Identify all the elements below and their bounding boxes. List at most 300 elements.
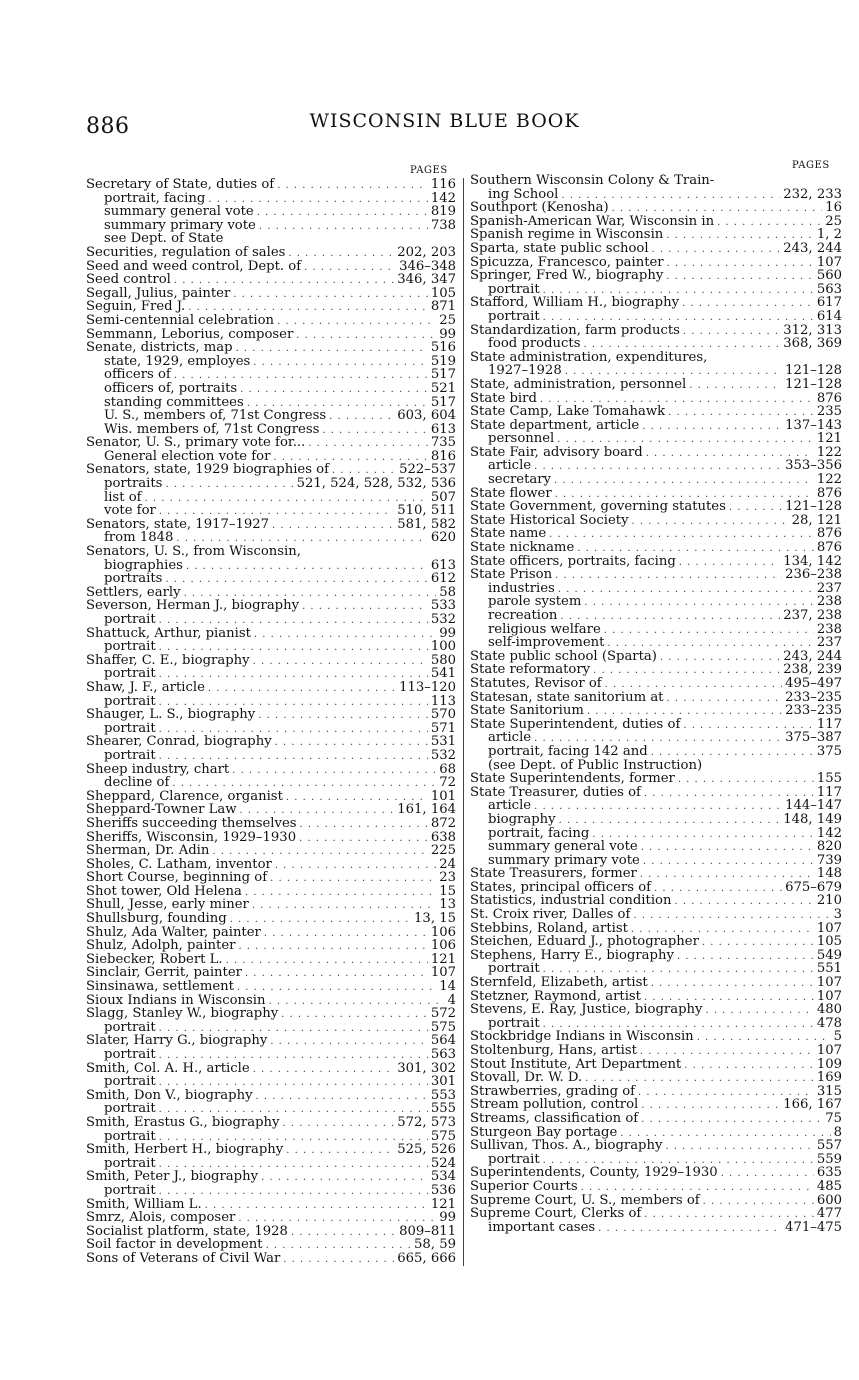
index-entry-text: St. Croix river, Dalles of [470, 907, 631, 923]
index-entry-pages: 570 [430, 707, 456, 723]
index-entry-text: Stevens, E. Ray, Justice, biography [470, 1002, 703, 1018]
index-entry-pages: 819 [430, 204, 456, 220]
dot-leader [667, 692, 783, 706]
index-entry-text: Sullivan, Thos. A., biography [470, 1138, 663, 1154]
index-entry-pages: 563 [430, 1047, 456, 1062]
index-entry-pages: 580 [430, 652, 456, 668]
index-entry-text: State reformatory [470, 662, 591, 678]
index-entry-text: U. S., members of, 71st Congress [104, 408, 327, 424]
index-entry [470, 1180, 842, 1194]
dot-leader [679, 556, 781, 570]
index-entry-text: Shulz, Ada Walter, painter [86, 924, 261, 940]
index-entry [470, 650, 842, 664]
index-entry-pages: 346, 347 [397, 272, 456, 288]
index-entry-pages: 301 [430, 1074, 456, 1090]
index-entry [86, 1089, 456, 1103]
index-entry-pages: 121–128 [785, 376, 842, 392]
index-entry-pages: 614 [816, 308, 842, 324]
index-entry-pages: 243, 244 [783, 240, 842, 256]
index-entry [470, 337, 842, 351]
index-entry-text: officers of [104, 367, 171, 383]
dot-leader [598, 1222, 782, 1236]
index-entry-text: Shulz, Adolph, painter [86, 938, 236, 954]
index-entry-pages: 876 [816, 526, 842, 542]
index-entry-pages: 225 [430, 843, 456, 859]
index-entry [470, 949, 842, 963]
dot-leader [208, 682, 396, 696]
index-entry-text: Smith, William L. [86, 1196, 202, 1212]
index-entry [470, 1166, 842, 1180]
index-entry-text: General election vote for [104, 448, 271, 464]
index-entry-pages: 122 [816, 444, 842, 460]
dot-leader [238, 940, 427, 954]
index-entry-text: Smith, Don V., biography [86, 1087, 253, 1103]
index-entry-text: Spanish-American War, Wisconsin in [470, 213, 715, 229]
dot-leader [259, 220, 428, 234]
index-column-left [86, 178, 456, 1266]
dot-leader [654, 882, 782, 896]
index-entry-pages: 238 [816, 621, 842, 637]
index-entry-text: State Sanitorium [470, 703, 584, 719]
index-entry-pages: 521, 524, 528, 532, 536 [296, 476, 456, 492]
index-entry-text: State Government, governing statutes [470, 499, 726, 515]
index-entry-pages: 121–128 [785, 499, 842, 515]
index-entry [86, 1170, 456, 1184]
index-entry-text: Wis. members of, 71st Congress [104, 421, 320, 437]
index-entry [470, 1098, 842, 1112]
index-entry-text: Secretary of State, duties of [86, 177, 275, 192]
dot-leader [256, 1090, 428, 1104]
index-entry-pages: 142 [816, 825, 842, 841]
dot-leader [232, 764, 436, 778]
index-entry [86, 953, 456, 967]
index-entry [86, 518, 456, 532]
dot-leader [633, 909, 830, 923]
index-entry-text: see Dept. of State [104, 231, 224, 247]
index-entry-pages: 8 [833, 1124, 842, 1140]
index-entry-pages: 532 [430, 612, 456, 627]
index-entry-text: portrait [104, 720, 156, 736]
index-entry [470, 636, 842, 650]
index-entry-pages: 148, 149 [783, 811, 842, 827]
index-entry [86, 858, 456, 872]
index-entry [470, 242, 842, 256]
index-entry [470, 1207, 842, 1221]
index-entry-text: Socialist platform, state, 1928 [86, 1223, 288, 1239]
index-entry [86, 1007, 456, 1021]
index-entry [470, 935, 842, 949]
dot-leader [253, 655, 428, 669]
index-entry [470, 1194, 842, 1208]
index-entry [470, 827, 842, 841]
index-entry-text: Smrz, Alois, composer [86, 1210, 236, 1226]
index-entry [470, 922, 842, 936]
index-entry [86, 749, 456, 763]
dot-leader [145, 492, 428, 506]
index-entry [470, 691, 842, 705]
index-entry-pages: 121 [430, 951, 456, 967]
index-entry-pages: 531 [430, 734, 456, 750]
dot-leader [555, 569, 782, 583]
index-entry-pages: 106 [430, 938, 456, 954]
page-title: WISCONSIN BLUE BOOK [309, 110, 580, 132]
index-entry-text: Shull, Jesse, early miner [86, 897, 249, 913]
index-entry-text: portrait [104, 1155, 156, 1171]
index-entry-text: industries [488, 580, 555, 596]
index-entry-text: Senators, state, 1929 biographies of [86, 462, 330, 478]
dot-leader [264, 927, 428, 941]
index-entry [470, 704, 842, 718]
index-entry-pages: 232, 233 [783, 186, 842, 202]
index-entry [470, 568, 842, 582]
index-entry-pages: 237 [816, 635, 842, 651]
index-entry [86, 1157, 456, 1171]
index-entry-text: portrait [104, 1047, 156, 1062]
index-entry [470, 1139, 842, 1153]
index-entry-pages: 522–537 [399, 462, 456, 478]
index-entry-pages: 243, 244 [783, 648, 842, 664]
index-entry-pages: 107 [816, 254, 842, 270]
index-entry-text: State Superintendents, former [470, 771, 675, 787]
index-entry [470, 990, 842, 1004]
index-entry [86, 246, 456, 260]
index-entry-pages: 517 [430, 367, 456, 383]
index-entry [86, 1075, 456, 1089]
dot-leader [534, 800, 782, 814]
index-entry-text: Shaffer, C. E., biography [86, 652, 250, 668]
dot-leader [252, 899, 436, 913]
index-entry-pages: 134, 142 [783, 553, 842, 569]
dot-leader [283, 1253, 394, 1267]
index-entry-pages: 551 [816, 961, 842, 977]
index-entry [86, 994, 456, 1008]
index-entry-text: Sturgeon Bay portage [470, 1124, 618, 1140]
index-entry-text: Sternfeld, Elizabeth, artist [470, 975, 648, 991]
index-entry-text: Soil factor in development [86, 1237, 263, 1253]
dot-leader [261, 1171, 428, 1185]
index-entry-pages: 521 [430, 380, 456, 396]
index-entry-text: summary primary vote [104, 217, 256, 233]
index-entry [86, 436, 456, 450]
index-entry [86, 1252, 456, 1266]
index-entry-pages: 75 [825, 1110, 842, 1126]
index-entry-pages: 116 [430, 177, 456, 192]
index-entry-pages: 25 [439, 312, 456, 328]
index-entry-pages: 557 [816, 1138, 842, 1154]
index-entry [470, 813, 842, 827]
dot-leader [245, 967, 428, 981]
index-entry-text: summary general vote [488, 839, 638, 855]
index-entry-pages: 210 [816, 893, 842, 909]
dot-leader [717, 216, 822, 230]
index-entry-text: portrait [104, 1182, 156, 1198]
index-entry [470, 1003, 842, 1017]
index-entry-pages: 148 [816, 866, 842, 882]
index-entry-text: Semmann, Leborius, composer [86, 326, 294, 342]
index-entry-text: Sinsinawa, settlement [86, 979, 234, 995]
dot-leader [641, 1113, 822, 1127]
dot-leader [275, 736, 428, 750]
dot-leader [549, 528, 814, 542]
dot-leader [559, 814, 781, 828]
index-entry [86, 260, 456, 274]
index-entry-pages: 301, 302 [397, 1060, 456, 1076]
index-entry-text: personnel [488, 431, 555, 447]
index-entry-text: Siebecker, Robert L. [86, 951, 223, 967]
index-entry-pages: 58 [439, 584, 456, 600]
index-entry [86, 477, 456, 491]
index-entry [86, 1225, 456, 1239]
index-entry-pages: 471–475 [785, 1219, 842, 1235]
index-entry [86, 273, 456, 287]
index-entry-pages: 99 [439, 1210, 456, 1226]
dot-leader [291, 1226, 396, 1240]
index-entry-text: Settlers, early [86, 584, 181, 600]
index-entry-text: Strawberries, grading of [470, 1083, 636, 1099]
index-entry-text: decline of [104, 775, 170, 791]
index-entry-pages: 109 [816, 1056, 842, 1072]
index-entry [86, 382, 456, 396]
index-entry [86, 586, 456, 600]
index-entry-text: State Superintendent, duties of [470, 716, 681, 732]
index-entry [470, 582, 842, 596]
index-entry [470, 514, 842, 528]
index-entry-pages: 237 [816, 580, 842, 596]
index-entry [470, 527, 842, 541]
index-entry [470, 840, 842, 854]
index-entry-pages: 4 [447, 992, 456, 1008]
index-entry-text: Spicuzza, Francesco, painter [470, 254, 664, 270]
index-entry [86, 790, 456, 804]
index-entry [470, 188, 842, 202]
index-entry [86, 219, 456, 233]
index-entry [86, 355, 456, 369]
dot-leader [270, 1035, 428, 1049]
index-entry-text: Shaw, J. F., article [86, 679, 205, 695]
index-entry-text: Shot tower, Old Helena [86, 883, 242, 899]
dot-leader [660, 651, 780, 665]
index-entry-pages: 739 [816, 852, 842, 868]
dot-leader [281, 1008, 428, 1022]
index-entry-text: Steichen, Eduard J., photographer [470, 934, 699, 950]
dot-leader [165, 573, 427, 587]
index-entry [86, 1211, 456, 1225]
dot-leader [272, 519, 394, 533]
index-entry [470, 731, 842, 745]
dot-leader [288, 247, 394, 261]
index-entry [86, 627, 456, 641]
index-entry [86, 1102, 456, 1116]
index-entry-pages: 559 [816, 1151, 842, 1167]
dot-leader [534, 460, 782, 474]
index-entry-pages: 478 [816, 1015, 842, 1031]
index-entry-text: portrait [488, 1151, 540, 1167]
dot-leader [270, 872, 436, 886]
index-entry-pages: 735 [430, 435, 456, 451]
index-entry-text: Smith, Herbert H., biography [86, 1142, 284, 1158]
index-entry-pages: 238 [816, 594, 842, 610]
index-entry-pages: 575 [430, 1019, 456, 1035]
dot-leader [236, 342, 428, 356]
index-entry [86, 1184, 456, 1198]
index-entry-pages: 612 [430, 571, 456, 587]
index-entry [86, 1130, 456, 1144]
index-entry-pages: 564 [430, 1033, 456, 1049]
index-entry-pages: 13, 15 [414, 911, 456, 927]
dot-leader [641, 841, 814, 855]
index-entry [86, 192, 456, 206]
index-entry-text: portrait [104, 1101, 156, 1117]
index-entry [86, 1048, 456, 1062]
index-entry-text: State officers, portraits, facing [470, 553, 676, 569]
dot-leader [678, 773, 814, 787]
index-entry-text: state, 1929, employes [104, 353, 251, 369]
index-entry [470, 867, 842, 881]
index-entry [470, 786, 842, 800]
index-entry [86, 287, 456, 301]
index-entry-text: Superior Courts [470, 1178, 578, 1194]
index-entry [470, 487, 842, 501]
index-entry [470, 296, 842, 310]
dot-leader [296, 329, 436, 343]
index-entry-text: Stoltenburg, Hans, artist [470, 1043, 637, 1058]
dot-leader [666, 270, 814, 284]
index-entry-text: State Fair, advisory board [470, 444, 643, 460]
index-entry-pages: 122 [816, 472, 842, 488]
index-entry [86, 898, 456, 912]
dot-leader [237, 981, 436, 995]
index-entry-text: State Prison [470, 567, 553, 583]
index-column-right [470, 174, 842, 1234]
index-entry-pages: 572 [430, 1006, 456, 1022]
index-entry-pages: 107 [816, 975, 842, 991]
dot-leader [721, 1167, 814, 1181]
index-entry-pages: 507 [430, 489, 456, 505]
index-entry-text: portrait [488, 1015, 540, 1031]
dot-leader [257, 206, 428, 220]
index-entry [86, 912, 456, 926]
index-entry-pages: 516 [430, 340, 456, 356]
dot-leader [300, 818, 428, 832]
index-entry [470, 1221, 842, 1235]
index-entry [470, 473, 842, 487]
index-entry-text: State Treasurer, duties of [470, 784, 641, 800]
index-entry-text: Sinclair, Gerrit, painter [86, 965, 242, 981]
page-number: 886 [86, 114, 130, 139]
index-entry [470, 364, 842, 378]
index-entry-pages: 560 [816, 268, 842, 284]
index-entry [86, 776, 456, 790]
index-entry [470, 881, 842, 895]
index-entry [470, 663, 842, 677]
index-entry-text: State department, article [470, 417, 640, 433]
index-entry [86, 803, 456, 817]
dot-leader [253, 1063, 395, 1077]
dot-leader [266, 1239, 411, 1253]
index-entry [86, 314, 456, 328]
index-entry-pages: 99 [439, 625, 456, 641]
index-entry [86, 463, 456, 477]
index-entry-pages: 600 [816, 1192, 842, 1208]
index-entry [470, 1126, 842, 1140]
index-entry-pages: 480 [816, 1002, 842, 1018]
index-entry [86, 531, 456, 545]
index-entry-pages: 3 [833, 907, 842, 923]
index-entry-text: Springer, Fred W., biography [470, 268, 664, 284]
index-entry [86, 396, 456, 410]
index-entry-pages: 137–143 [785, 417, 842, 433]
index-entry-pages: 375–387 [785, 730, 842, 746]
index-entry [470, 283, 842, 297]
index-entry-text: portrait [104, 612, 156, 627]
index-entry-text: Smith, Col. A. H., article [86, 1060, 250, 1076]
index-entry-pages: 107 [816, 988, 842, 1004]
dot-leader [729, 501, 782, 515]
index-entry [86, 763, 456, 777]
dot-leader [233, 288, 428, 302]
index-entry [470, 677, 842, 691]
index-entry-text: portrait [104, 1074, 156, 1090]
index-entry-pages: 603, 604 [397, 408, 456, 424]
index-entry-text: portrait, facing [488, 825, 590, 841]
index-entry [86, 695, 456, 709]
index-entry [470, 799, 842, 813]
index-entry-text: Standardization, farm products [470, 322, 680, 338]
index-entry-text: article [488, 798, 532, 814]
dot-leader [304, 261, 396, 275]
index-entry [86, 1116, 456, 1130]
index-entry-text: Streams, classification of [470, 1110, 639, 1126]
index-entry-text: Stovall, Dr. W. D. [470, 1070, 583, 1086]
dot-leader [245, 886, 436, 900]
index-entry [470, 432, 842, 446]
index-entry-pages: 312, 313 [783, 322, 842, 338]
index-entry [86, 409, 456, 423]
dot-leader [642, 420, 782, 434]
index-entry [470, 1112, 842, 1126]
index-entry [86, 1198, 456, 1212]
index-entry [470, 908, 842, 922]
dot-leader [558, 583, 814, 597]
index-entry-pages: 571 [430, 720, 456, 736]
index-entry-text: Smith, Peter J., biography [86, 1169, 259, 1185]
index-entry [86, 368, 456, 382]
dot-leader [286, 1144, 394, 1158]
index-entry-pages: 236–238 [785, 567, 842, 583]
index-entry-text: (see Dept. of Public Instruction) [488, 757, 703, 773]
dot-leader [665, 1140, 813, 1154]
index-entry-text: Securities, regulation of sales [86, 244, 286, 260]
index-entry-text: State, administration, personnel [470, 376, 687, 392]
index-entry-pages: 5 [833, 1029, 842, 1045]
index-entry-pages: 233–235 [785, 703, 842, 719]
index-entry [470, 745, 842, 759]
index-entry-text: secretary [488, 472, 551, 488]
index-entry-pages: 549 [816, 947, 842, 963]
index-entry [86, 966, 456, 980]
index-entry-pages: 107 [816, 1043, 842, 1058]
index-entry [470, 1071, 842, 1085]
index-entry-text: State flower [470, 485, 552, 501]
index-entry-text: ing School [488, 186, 559, 202]
index-entry-text: parole system [488, 594, 582, 610]
index-entry [86, 831, 456, 845]
index-entry-pages: 25 [825, 213, 842, 229]
index-entry-pages: 534 [430, 1169, 456, 1185]
index-entry-pages: 72 [439, 775, 456, 791]
index-entry-text: Stebbins, Roland, artist [470, 920, 628, 936]
index-entry-pages: 635 [816, 1165, 842, 1181]
